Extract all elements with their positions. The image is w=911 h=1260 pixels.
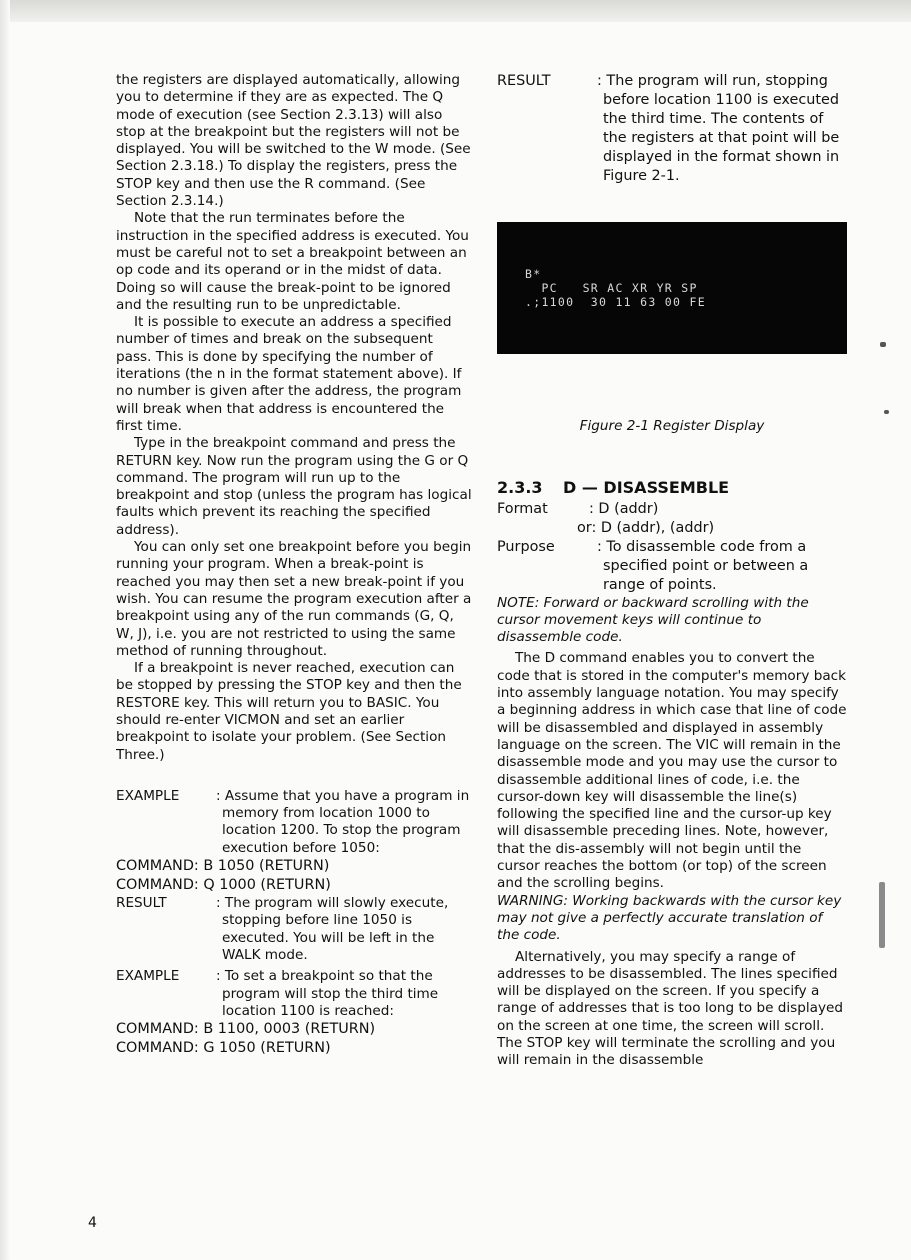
command-line: [116, 1020, 472, 1039]
paragraph: Type in the breakpoint command and press the RETURN key. Now run the program using the G or Q command. The program will run up to the breakpoint and stop (unless the program has logical faults which prevent its reaching the specified address).: [116, 435, 472, 538]
result-text: : The program will slowly execute, stopping before line 1050 is executed. You will be left in the WALK mode.: [216, 895, 449, 963]
scan-top-band: [0, 0, 911, 22]
example-1: [116, 788, 472, 857]
command-text: B 1050 (RETURN): [203, 858, 330, 875]
screen-line: .;1100 30 11 63 00 FE: [525, 295, 706, 309]
command-label: COMMAND:: [116, 877, 199, 894]
scan-speck: [880, 342, 886, 347]
figure-caption: Figure 2-1 Register Display: [579, 418, 765, 434]
result-2: [497, 72, 847, 186]
paragraph: Note that the run terminates before the instruction in the specified address is executed. You must be careful not to set a breakpoint between an op code and its operand or in the midst of data. Doing so will cause the break-point to be ignored and the resulting run to be unpredictable.: [116, 210, 469, 313]
left-column: [116, 72, 472, 1058]
format-label: Format: [497, 500, 548, 517]
command-label: COMMAND:: [116, 1040, 199, 1057]
paragraph: You can only set one breakpoint before you begin running your program. When a break-point is reached you may then set a new break-point if you wish. You can resume the program execution after a breakpoint using any of the run commands (G, Q, W, J), i.e. you are not restricted to using the same method of running throughout.: [116, 539, 472, 659]
command-label: COMMAND:: [116, 1021, 199, 1038]
result-label: RESULT: [497, 73, 551, 89]
command-label: COMMAND:: [116, 858, 199, 875]
result-1: [116, 895, 472, 964]
result-label: RESULT: [116, 895, 167, 912]
purpose-line: [497, 538, 847, 595]
paragraph: Alternatively, you may specify a range of addresses to be disassembled. The lines specified will be displayed on the screen. If you specify a range of addresses that is too long to be displayed on the screen at one time, the screen will scroll. The STOP key will terminate the scrolling and you will remain in the disassemble: [497, 948, 844, 1069]
scan-smudge: [879, 882, 885, 948]
paragraph: the registers are displayed automatically, allowing you to determine if they are as expected. The Q mode of execution (see Section 2.3.13) will also stop at the breakpoint but the registers will not be displayed. You will be switched to the W mode. (See Section 2.3.18.) To display the registers, press the STOP key and then use the R command. (See Section 2.3.14.): [116, 72, 471, 210]
note-text: NOTE: Forward or backward scrolling with the cursor movement keys will continue to disassemble code.: [497, 594, 809, 646]
section-title: D — DISASSEMBLE: [563, 478, 730, 498]
purpose-label: Purpose: [497, 538, 555, 555]
section-number: 2.3.3: [497, 478, 543, 498]
warning-text: WARNING: Working backwards with the cursor key may not give a perfectly accurate translation of the code.: [497, 892, 842, 944]
format-text: : D (addr): [589, 500, 659, 517]
example-text: : Assume that you have a program in memory from location 1000 to location 1200. To stop the program execution before 1050:: [216, 787, 470, 856]
register-display-screen: [497, 222, 847, 354]
screen-line: B*: [525, 267, 542, 281]
example-text: : To set a breakpoint so that the program will stop the third time location 1100 is reached:: [216, 968, 439, 1019]
command-text: Q 1000 (RETURN): [203, 877, 331, 894]
example-label: EXAMPLE: [116, 968, 180, 985]
example-label: EXAMPLE: [116, 787, 180, 804]
purpose-text: : To disassemble code from a specified point or between a range of points.: [597, 538, 809, 593]
format-line: [497, 500, 847, 519]
section-heading: [497, 479, 847, 496]
screen-line: PC SR AC XR YR SP: [525, 281, 698, 295]
paragraph: It is possible to execute an address a specified number of times and break on the subsequent pass. This is done by specifying the number of iterations (the n in the format statement above). If no number is given after the address, the program will break when that address is encountered the first time.: [116, 314, 462, 434]
scan-left-shade: [0, 0, 10, 1260]
right-column: [497, 72, 847, 1070]
command-line: [116, 876, 472, 895]
example-2: [116, 968, 472, 1020]
page-number: 4: [88, 1215, 97, 1231]
command-line: [116, 857, 472, 876]
format-alternate: or: D (addr), (addr): [577, 519, 715, 536]
command-text: B 1100, 0003 (RETURN): [203, 1021, 376, 1038]
paragraph: If a breakpoint is never reached, execution can be stopped by pressing the STOP key and then the RESTORE key. This will return you to BASIC. You should re-enter VICMON and set an earlier breakpoint to isolate your problem. (See Section Three.): [116, 660, 462, 763]
result-text: : The program will run, stopping before location 1100 is executed the third time. The contents of the registers at that point will be displayed in the format shown in Figure 2-1.: [597, 73, 840, 184]
command-line: [116, 1039, 472, 1058]
command-text: G 1050 (RETURN): [203, 1040, 331, 1057]
paragraph: The D command enables you to convert the code that is stored in the computer's memory back into assembly language notation. You may specify a beginning address in which case that line of code will be disassembled and displayed in assembly language on the screen. The VIC will remain in the disassemble mode and you may use the cursor to disassemble additional lines of code, i.e. the cursor-down key will disassemble the line(s) following the specified line and the cursor-up key will disassemble preceding lines. Note, however, that the dis-assembly will not begin until the cursor reaches the bottom (or top) of the screen and the scrolling begins.: [497, 650, 847, 892]
scan-speck: [884, 410, 889, 414]
